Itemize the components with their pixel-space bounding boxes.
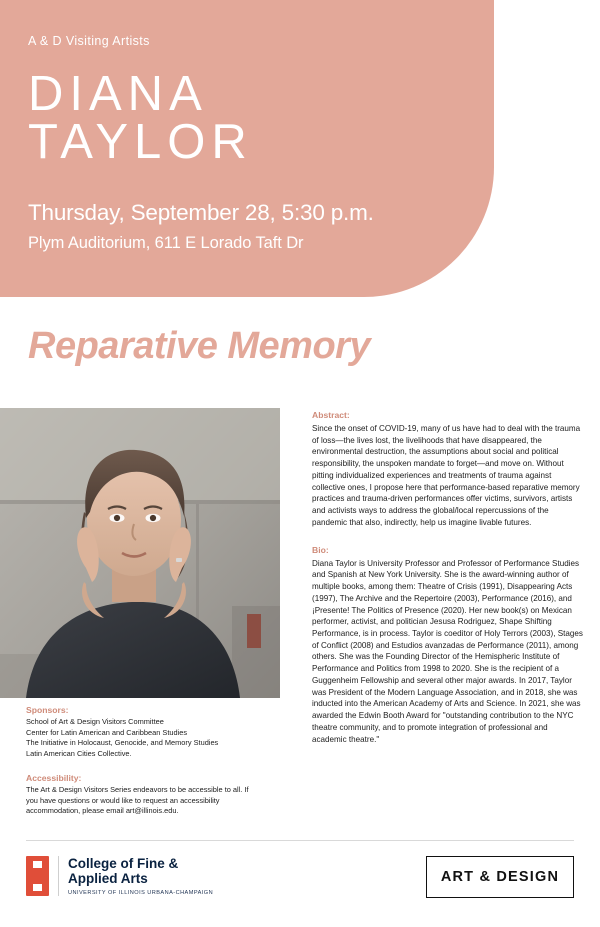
bio-body: Diana Taylor is University Professor and Professor of Performance Studies and Spanish at New York University. She is the award-winning author of multiple books, among them: Theatre of Crisis (1991), Disappearing Acts (1997), The Archive and the Repertoire (2003), Performance (2016), and ¡Presente! The Politics of Presence (2020). Her new book(s) on Mexican performer, activist, and politician Jesusa Rodriguez, Shape Shifting Performance, is in process. Taylor is coeditor of Holy Terrors (2003), Stages of Conflict (2008) and Estudios avanzadas de Performance (2011), among others. She was the Founding Director of the Hemispheric Institute of Performance and Politics from 1998 to 2020. She is the recipient of a Guggenheim Fellowship and several other major awards. In 2017, Taylor was President of the Modern Language Association, and in 2018, she was inducted into the American Academy of Arts and Science. In 2021, she was awarded the Edwin Booth Award for "outstanding contribution to the NYC theatre community, and to promote integration of professional and academic theatre."	[312, 558, 583, 744]
header-band	[0, 0, 494, 297]
accessibility-body: The Art & Design Visitors Series endeavors to be accessible to all. If you have questions or would like to request an accessibility accommodation, please email art@illinois.edu.	[26, 784, 249, 816]
sponsor-item: Center for Latin American and Caribbean Studies	[26, 727, 188, 737]
event-location: Plym Auditorium, 611 E Lorado Taft Dr	[28, 234, 304, 252]
accessibility-text	[26, 785, 262, 817]
college-line-1: College of Fine &	[68, 856, 179, 871]
sponsor-item: Latin American Cities Collective.	[26, 749, 132, 759]
event-datetime: Thursday, September 28, 5:30 p.m.	[28, 200, 374, 225]
speaker-last-name: TAYLOR	[28, 115, 253, 170]
speaker-name	[28, 67, 253, 170]
speaker-first-name: DIANA	[28, 67, 208, 121]
left-info-column	[26, 705, 262, 817]
abstract-body: Since the onset of COVID-19, many of us have had to deal with the trauma of loss—the lives lost, the livelihoods that have disappeared, the environmental destruction, the assumptions about social and political responsibility, the unspoken mandate to forget—and move on. Without pitting individualized experiences and treatments of trauma against collective ones, I propose here that performance-based reparative memory practices and trauma-driven performances offer victims, survivors, artists and activists ways to address the global/local repercussions of the pandemic that also, indirectly, help us imagine livable futures.	[312, 424, 581, 527]
university-name: UNIVERSITY OF ILLINOIS URBANA-CHAMPAIGN	[68, 890, 214, 897]
sponsors-heading: Sponsors:	[26, 705, 69, 715]
college-line-2: Applied Arts	[68, 871, 148, 887]
sponsors-list	[26, 717, 262, 760]
university-logo-block	[26, 856, 213, 896]
speaker-photo	[0, 408, 280, 698]
block-i-icon	[26, 856, 49, 896]
footer-divider	[26, 840, 574, 841]
sponsor-item: The Initiative in Holocaust, Genocide, and Memory Studies	[26, 738, 219, 748]
abstract-heading: Abstract:	[312, 410, 350, 420]
bio-heading: Bio:	[312, 544, 329, 555]
talk-title: Reparative Memory	[28, 325, 371, 367]
college-wordmark	[58, 856, 213, 896]
art-and-design-mark	[426, 856, 574, 898]
series-kicker: A & D Visiting Artists	[28, 34, 150, 48]
accessibility-heading: Accessibility:	[26, 772, 82, 783]
sponsor-item: School of Art & Design Visitors Committee	[26, 717, 164, 726]
art-and-design-label: ART & DESIGN	[440, 869, 560, 885]
right-info-column	[312, 410, 584, 745]
